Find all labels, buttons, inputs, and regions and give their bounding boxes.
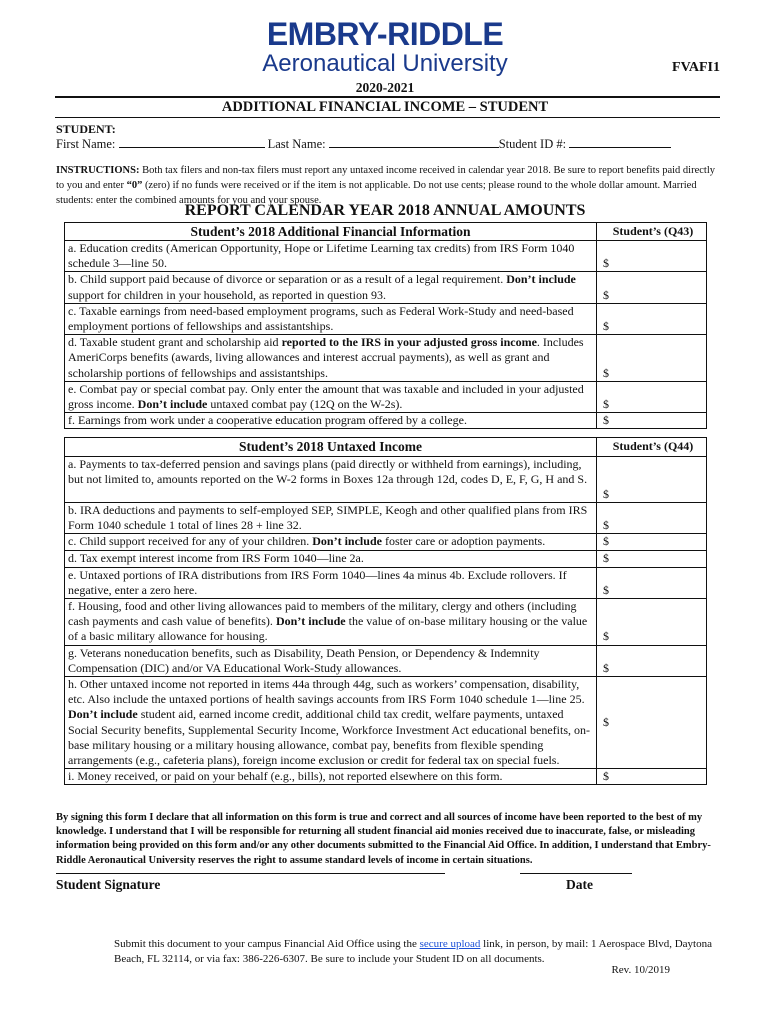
description-text: d. Tax exempt interest income from IRS Form 1040—line 2a. (68, 550, 364, 565)
row-description (65, 645, 597, 676)
row-description (65, 413, 597, 429)
student-name-fields (56, 136, 671, 152)
table-row (65, 381, 707, 412)
description-text: c. Child support received for any of your children. (68, 534, 313, 549)
table-row (65, 413, 707, 429)
description-emphasis: Don’t include (312, 534, 382, 549)
amount-field[interactable]: $ (597, 381, 707, 412)
instructions-text-1: Both tax filers and non-tax filers must report any untaxed income received in calendar year 2018. Be sure to report benefits paid directly to you and enter (56, 165, 715, 191)
signature-line[interactable] (56, 873, 445, 874)
table-header-row (65, 223, 707, 241)
column-header: Student’s (Q44) (597, 438, 707, 457)
last-name-label: Last Name: (267, 137, 326, 151)
description-emphasis: reported to the IRS in your adjusted gross income (281, 335, 537, 350)
amount-field[interactable]: $ (597, 769, 707, 785)
date-label: Date (566, 877, 593, 892)
description-text-cont: support for children in your household, as reported in question 93. (68, 287, 386, 302)
row-description (65, 769, 597, 785)
form-code: FVAFI1 (672, 60, 720, 75)
description-text: g. Veterans noneducation benefits, such as Disability, Death Pension, or Dependency & Indemnity Compensation (DIC) and/or VA Educational Work-Study allowances. (68, 645, 540, 675)
description-emphasis: Don’t include (137, 397, 208, 412)
column-header: Student’s (Q43) (597, 223, 707, 241)
table-row (65, 457, 707, 503)
secure-upload-link[interactable]: secure upload (419, 938, 481, 950)
instructions-label: INSTRUCTIONS: (56, 165, 140, 176)
logo-wordmark: EMBRY-RIDDLE (266, 16, 504, 52)
row-description (65, 599, 597, 646)
first-name-label: First Name: (56, 137, 116, 151)
table-row (65, 550, 707, 567)
description-text: f. Housing, food and other living allowances paid to members of the military, clergy and others (including cash payments and cash value of benefits). (68, 599, 577, 629)
description-text: e. Untaxed portions of IRA distributions from IRS Form 1040—lines 4a minus 4b. Exclude rollovers. If negative, enter a zero here. (68, 567, 567, 597)
table-title: Student’s 2018 Additional Financial Information (65, 223, 597, 241)
row-description (65, 534, 597, 550)
report-title: REPORT CALENDAR YEAR 2018 ANNUAL AMOUNTS (184, 202, 586, 219)
student-section-label: STUDENT: (56, 122, 116, 136)
amount-field[interactable]: $ (597, 303, 707, 334)
description-text-cont: student aid, earned income credit, additional child tax credit, welfare payments, untaxed Social Security benefits, Supplemental Security Income, Workforce Investment Act educational benefits, on-base military housing or a military housing allowance, combat pay, benefits from flexible spending arrangements (e.g., cafeteria plans), foreign income exclusion or credit for federal tax on special fuels. (68, 707, 590, 768)
table-header-row (65, 438, 707, 457)
description-text-cont: untaxed combat pay (12Q on the W-2s). (207, 397, 403, 412)
table-row (65, 645, 707, 676)
amount-field[interactable]: $ (597, 272, 707, 303)
form-title: ADDITIONAL FINANCIAL INCOME – STUDENT (221, 99, 549, 115)
description-text-cont: . Includes AmeriCorps benefits (awards, living allowances and interest accrual payments), as well as grant and scholarship portions of fellowships and assistantships. (68, 335, 584, 380)
description-text: c. Taxable earnings from need-based employment programs, such as Federal Work-Study and need-based employment portions of fellowships and assistantships. (68, 303, 574, 334)
amount-field[interactable]: $ (597, 567, 707, 598)
header-divider (55, 96, 720, 98)
table-row (65, 567, 707, 598)
instructions-zero: “0” (126, 180, 143, 191)
instructions-text-2: (zero) if no funds were received or if the item is not applicable. Do not use cents; please round to the whole dollar amount. Married students: enter the combined amounts for you and your spouse. (56, 180, 697, 206)
table-row (65, 769, 707, 785)
amount-field[interactable]: $ (597, 599, 707, 646)
row-description (65, 550, 597, 567)
table-title: Student’s 2018 Untaxed Income (65, 438, 597, 457)
amount-field[interactable]: $ (597, 677, 707, 769)
row-description (65, 677, 597, 769)
row-description (65, 381, 597, 412)
logo-subtitle: Aeronautical University (262, 50, 508, 77)
description-text: b. IRA deductions and payments to self-employed SEP, SIMPLE, Keogh and other qualified plans from IRS Form 1040 schedule 1 total of lines 28 + line 32. (68, 503, 588, 533)
table-row (65, 241, 707, 272)
amount-field[interactable]: $ (597, 413, 707, 429)
row-description (65, 272, 597, 303)
signature-label: Student Signature (56, 877, 161, 892)
additional-financial-info-table (64, 222, 707, 429)
amount-field[interactable]: $ (597, 457, 707, 503)
submission-instructions (114, 937, 714, 967)
description-emphasis: Don’t include (506, 272, 576, 287)
student-id-label: Student ID #: (498, 137, 567, 151)
amount-field[interactable]: $ (597, 645, 707, 676)
description-emphasis: Don’t include (275, 614, 346, 629)
description-emphasis: Don’t include (68, 707, 138, 722)
description-text: f. Earnings from work under a cooperative education program offered by a college. (68, 413, 467, 428)
university-logo (0, 18, 770, 77)
table-row (65, 303, 707, 334)
description-text: b. Child support paid because of divorce or separation or as a result of a legal requirement. (68, 272, 507, 287)
table-row (65, 503, 707, 534)
title-divider (55, 117, 720, 118)
amount-field[interactable]: $ (597, 534, 707, 550)
row-description (65, 457, 597, 503)
description-text: d. Taxable student grant and scholarship aid (68, 335, 282, 350)
last-name-field[interactable] (329, 136, 499, 148)
row-description (65, 503, 597, 534)
row-description (65, 303, 597, 334)
description-text-cont: the value of on-base military housing or the value of a basic military allowance for housing. (68, 614, 588, 644)
table-row (65, 335, 707, 382)
table-row (65, 272, 707, 303)
table-row (65, 677, 707, 769)
submit-text-1: Submit this document to your campus Financial Aid Office using the (114, 938, 420, 950)
amount-field[interactable]: $ (597, 503, 707, 534)
submit-text-2: link, in person, by mail: 1 Aerospace Blvd, Daytona Beach, FL 32114, or via fax: 386-226-6307. Be sure to include your Student ID on all documents. (114, 938, 712, 965)
amount-field[interactable]: $ (597, 550, 707, 567)
description-text: e. Combat pay or special combat pay. Only enter the amount that was taxable and included in your adjusted gross income. (68, 381, 584, 412)
amount-field[interactable]: $ (597, 335, 707, 382)
table-row (65, 599, 707, 646)
description-text: i. Money received, or paid on your behalf (e.g., bills), not reported elsewhere on this form. (68, 769, 503, 784)
certification-statement: By signing this form I declare that all information on this form is true and correct and all sources of income have been reported to the best of my knowledge. I understand that I will be responsible for returning all student financial aid monies received due to inaccurate, false, or misleading information being provided on this form and/or any other documents submitted to the Financial Aid Office. In addition, I understand that Embry-Riddle Aeronautical University reserves the right to assume standard levels of income in certain situations. (56, 812, 711, 866)
award-year: 2020-2021 (355, 80, 415, 95)
amount-field[interactable]: $ (597, 241, 707, 272)
table-row (65, 534, 707, 550)
description-text: a. Payments to tax-deferred pension and savings plans (paid directly or withheld from earnings), including, but not limited to, amounts reported on the W-2 forms in Boxes 12a through 12d, codes D, E, F, G, H and S. (68, 457, 588, 487)
row-description (65, 567, 597, 598)
description-text: a. Education credits (American Opportunity, Hope or Lifetime Learning tax credits) from IRS Form 1040 schedule 3—line 50. (68, 241, 575, 271)
first-name-field[interactable] (119, 136, 265, 148)
revision-date: Rev. 10/2019 (611, 964, 670, 976)
date-line[interactable] (520, 873, 632, 874)
description-text-cont: foster care or adoption payments. (381, 534, 546, 549)
description-text: h. Other untaxed income not reported in items 44a through 44g, such as workers’ compensation, disability, etc. Also include the untaxed portions of health savings accounts from IRS Form 1040 schedule 1—line 25. (68, 677, 585, 707)
row-description (65, 335, 597, 382)
row-description (65, 241, 597, 272)
untaxed-income-table (64, 437, 707, 785)
student-id-field[interactable] (569, 136, 671, 148)
